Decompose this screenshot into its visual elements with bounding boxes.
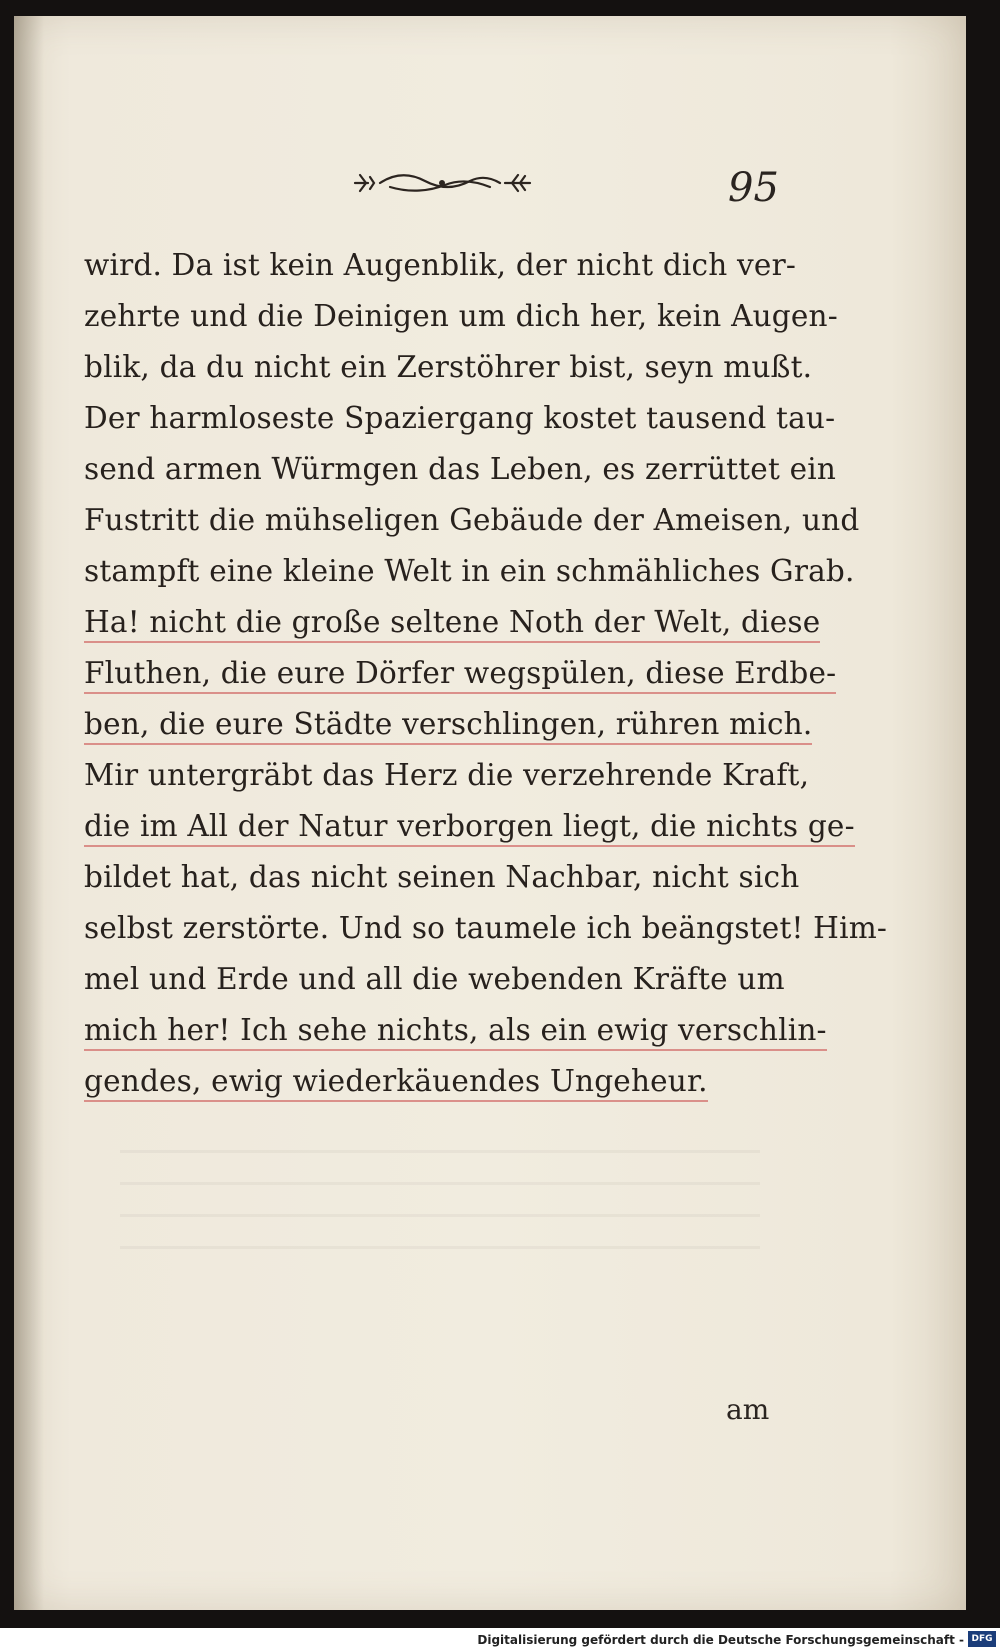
text-line-underlined: gendes, ewig wiederkäuendes Ungeheur. (84, 1056, 774, 1107)
text-line-underlined: ben, die eure Städte verschlingen, rühren mich. (84, 699, 774, 750)
text-line: stampft eine kleine Welt in ein schmähliches Grab. (84, 554, 855, 588)
text-line-underlined: die im All der Natur verborgen liegt, die nichts ge- (84, 801, 774, 852)
text-line-underlined: mich her! Ich sehe nichts, als ein ewig verschlin- (84, 1005, 774, 1056)
funding-credit: Digitalisierung gefördert durch die Deutsche Forschungsgemeinschaft - (477, 1633, 964, 1647)
text-line: Fustritt die mühseligen Gebäude der Ameisen, und (84, 503, 860, 537)
text-line: bildet hat, das nicht seinen Nachbar, nicht sich (84, 860, 800, 894)
spine-shadow (14, 16, 44, 1610)
body-text (84, 240, 888, 1107)
text-line: wird. Da ist kein Augenblik, der nicht dich ver- (84, 248, 797, 282)
dfg-logo: DFG (968, 1631, 996, 1647)
text-line: mel und Erde und all die webenden Kräfte um (84, 962, 785, 996)
show-through-bleed (120, 1150, 760, 1270)
text-line: Mir untergräbt das Herz die verzehrende Kraft, (84, 758, 810, 792)
text-line-underlined: Ha! nicht die große seltene Noth der Welt, diese (84, 597, 774, 648)
text-line: send armen Würmgen das Leben, es zerrüttet ein (84, 452, 837, 486)
text-line: selbst zerstörte. Und so taumele ich beängstet! Him- (84, 911, 888, 945)
catchword: am (726, 1393, 770, 1426)
text-line: zehrte und die Deinigen um dich her, kein Augen- (84, 299, 838, 333)
text-line: Der harmloseste Spaziergang kostet tausend tau- (84, 401, 836, 435)
text-line-underlined: Fluthen, die eure Dörfer wegspülen, diese Erdbe- (84, 648, 774, 699)
page-number: 95 (728, 165, 779, 211)
ornament-vignette-icon (350, 163, 535, 203)
text-line: blik, da du nicht ein Zerstöhrer bist, seyn mußt. (84, 350, 813, 384)
